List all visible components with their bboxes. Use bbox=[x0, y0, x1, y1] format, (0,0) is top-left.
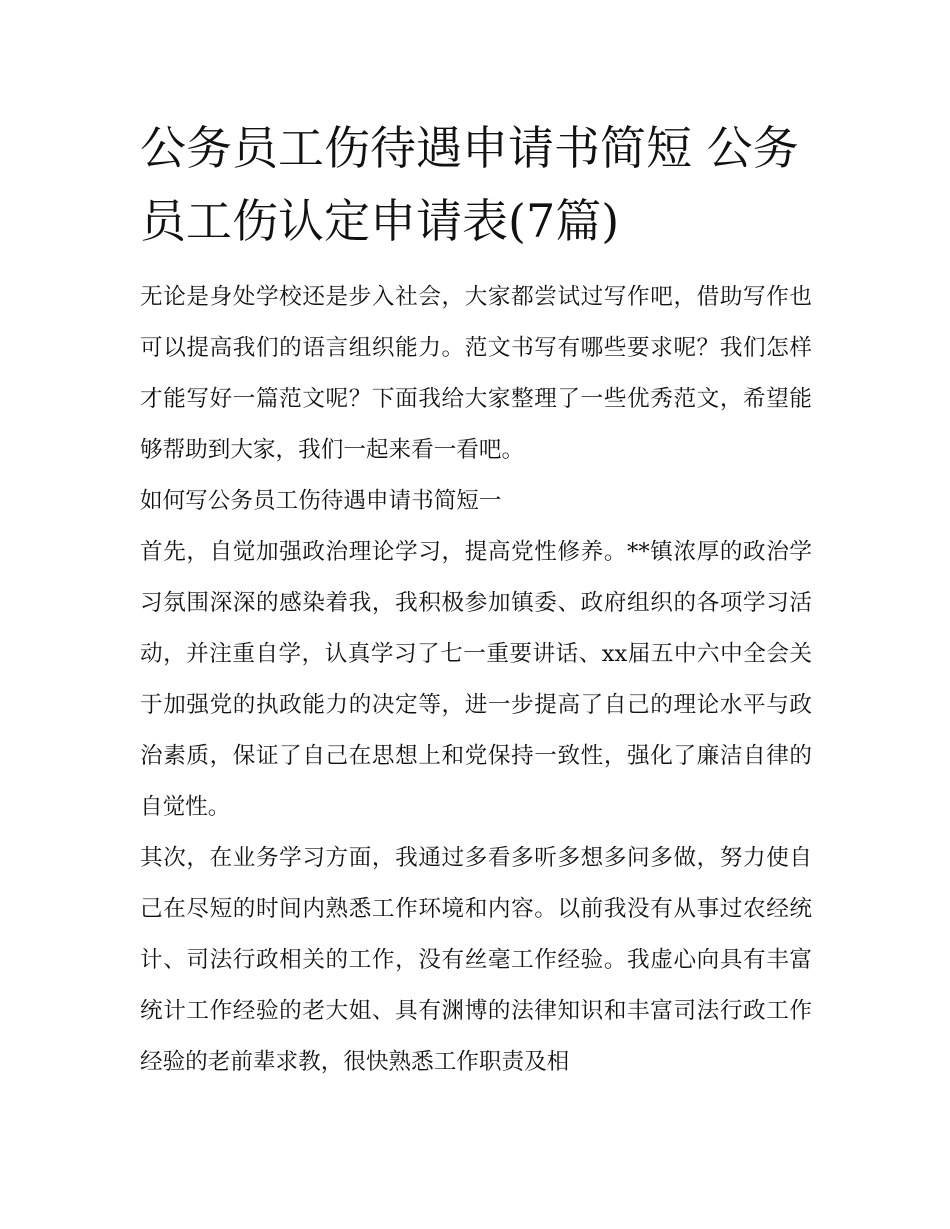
intro-paragraph: 无论是身处学校还是步入社会，大家都尝试过写作吧，借助写作也可以提高我们的语言组织能力。范文书写有哪些要求呢？我们怎样才能写好一篇范文呢？下面我给大家整理了一些优秀范文，希望能够帮助到大家，我们一起来看一看吧。 bbox=[140, 284, 812, 463]
body-paragraph-1: 首先，自觉加强政治理论学习，提高党性修养。**镇浓厚的政治学习氛围深深的感染着我，我积极参加镇委、政府组织的各项学习活动，并注重自学，认真学习了七一重要讲话、xx届五中六中全会关于加强党的执政能力的决定等，进一步提高了自己的理论水平与政治素质，保证了自己在思想上和党保持一致性，强化了廉洁自律的自觉性。 bbox=[140, 539, 812, 820]
body-paragraph-2: 其次，在业务学习方面，我通过多看多听多想多问多做，努力使自己在尽短的时间内熟悉工作环境和内容。以前我没有从事过农经统计、司法行政相关的工作，没有丝毫工作经验。我虚心向具有丰富统计工作经验的老大姐、具有渊博的法律知识和丰富司法行政工作经验的老前辈求教，很快熟悉工作职责及相 bbox=[140, 845, 812, 1075]
document-page bbox=[140, 112, 812, 1088]
document-title: 公务员工伤待遇申请书简短 公务员工伤认定申请表(7篇) bbox=[140, 121, 799, 248]
section-heading: 如何写公务员工伤待遇申请书简短一 bbox=[140, 488, 502, 514]
